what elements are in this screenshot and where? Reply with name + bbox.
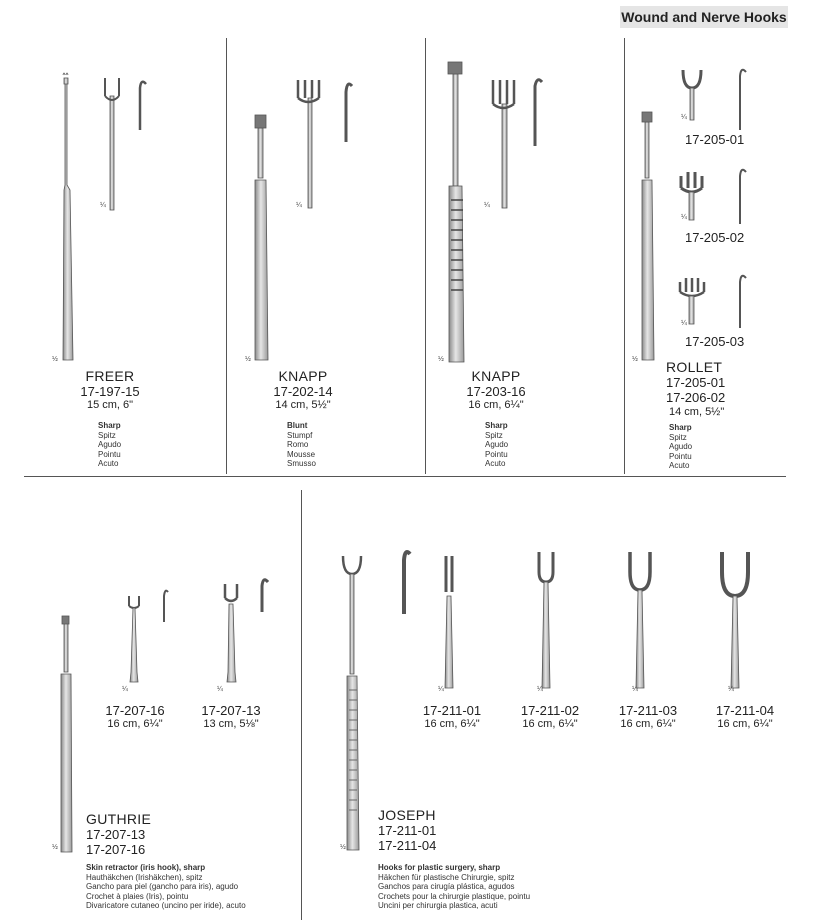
joseph-02-detail — [539, 552, 553, 688]
variant-size: 13 cm, 5⅛" — [203, 718, 259, 730]
desc-line: Häkchen für plastische Chirurgie, spitz — [378, 872, 515, 882]
product-description — [86, 863, 246, 911]
desc-line: Acuto — [669, 461, 690, 470]
variant-guthrie-16 — [105, 703, 164, 730]
page-title: Wound and Nerve Hooks — [620, 6, 788, 28]
product-knapp-202 — [273, 368, 332, 411]
desc-line: Spitz — [669, 432, 687, 442]
rollet-variant-03 — [680, 276, 746, 328]
desc-line: Sharp — [485, 421, 508, 430]
variant-size: 16 cm, 6¼" — [717, 718, 773, 730]
variant-code: 17-205-03 — [685, 334, 745, 349]
variant-code: 17-205-02 — [685, 230, 745, 245]
knapp-202-detail — [298, 80, 352, 208]
guthrie-instrument — [61, 616, 72, 852]
knapp-203-instrument — [448, 62, 464, 362]
scale-mark: ½ — [245, 356, 251, 363]
desc-line: Hooks for plastic surgery, sharp — [378, 863, 501, 872]
scale-mark: ¼ — [438, 686, 444, 693]
product-name: GUTHRIE — [86, 811, 152, 827]
scale-mark: ¼ — [681, 320, 687, 327]
desc-line: Smusso — [287, 459, 316, 468]
desc-line: Romo — [287, 440, 309, 449]
guthrie-16-detail — [129, 591, 168, 682]
desc-line: Skin retractor (iris hook), sharp — [86, 863, 206, 872]
desc-line: Mousse — [287, 449, 316, 459]
product-description — [485, 421, 508, 469]
product-description — [287, 421, 316, 469]
knapp-202-instrument — [255, 115, 268, 360]
desc-line: Hauthäkchen (Irishäkchen), spitz — [86, 872, 203, 882]
desc-line: Sharp — [98, 421, 121, 430]
scale-mark: ¼ — [217, 686, 223, 693]
scale-mark: ¼ — [681, 114, 687, 121]
variant-joseph-01 — [423, 703, 481, 730]
rollet-variant-02 — [681, 170, 746, 224]
joseph-03-detail — [630, 552, 650, 688]
desc-line: Agudo — [98, 440, 122, 449]
desc-line: Crochets pour la chirurgie plastique, pointu — [378, 891, 531, 901]
product-size: 16 cm, 6¼" — [468, 399, 524, 411]
desc-line: Agudo — [669, 442, 693, 451]
scale-mark: ¼ — [296, 202, 302, 209]
joseph-instrument — [343, 556, 361, 850]
scale-mark: ¼ — [484, 202, 490, 209]
scale-mark: ½ — [438, 356, 444, 363]
product-name: JOSEPH — [378, 807, 436, 823]
product-description — [669, 423, 692, 471]
desc-line: Stumpf — [287, 430, 313, 440]
variant-code: 17-207-16 — [105, 703, 165, 718]
product-guthrie — [86, 812, 151, 857]
variant-size: 16 cm, 6¼" — [424, 718, 480, 730]
rollet-variant-01 — [683, 70, 746, 130]
scale-mark: ½ — [52, 356, 58, 363]
product-name: KNAPP — [278, 368, 328, 384]
scale-mark: ¼ — [681, 214, 687, 221]
variant-code: 17-211-01 — [422, 703, 482, 718]
variant-size: 16 cm, 6¼" — [620, 718, 676, 730]
product-rollet — [666, 360, 725, 420]
desc-line: Acuto — [485, 459, 506, 468]
desc-line: Pointu — [485, 449, 508, 459]
desc-line: Pointu — [669, 451, 692, 461]
rollet-instrument — [642, 112, 654, 360]
variant-joseph-02 — [521, 703, 579, 730]
desc-line: Spitz — [485, 430, 503, 440]
desc-line: Blunt — [287, 421, 308, 430]
variant-joseph-03 — [619, 703, 677, 730]
joseph-01-detail — [445, 556, 453, 688]
variant-size: 16 cm, 6¼" — [107, 718, 163, 730]
product-code: 17-206-02 — [666, 390, 726, 405]
scale-mark: ½ — [632, 356, 638, 363]
product-code: 17-207-13 — [86, 827, 146, 842]
product-size: 14 cm, 5½" — [275, 399, 331, 411]
product-description — [98, 421, 121, 469]
variant-joseph-04 — [716, 703, 774, 730]
product-code: 17-203-16 — [466, 384, 526, 399]
scale-mark: ¼ — [728, 686, 734, 693]
scale-mark: ½ — [340, 844, 346, 851]
desc-line: Ganchos para cirugía plástica, agudos — [378, 882, 515, 891]
variant-guthrie-13 — [201, 703, 260, 730]
desc-line: Agudo — [485, 440, 509, 449]
variant-code: 17-211-02 — [520, 703, 580, 718]
product-code: 17-211-04 — [378, 838, 437, 853]
guthrie-13-detail — [225, 580, 268, 682]
freer-detail — [105, 78, 146, 210]
product-joseph — [378, 808, 436, 853]
variant-code: 17-205-01 — [685, 132, 745, 147]
product-size: 15 cm, 6" — [86, 399, 134, 411]
variant-code: 17-207-13 — [201, 703, 261, 718]
desc-line: Acuto — [98, 459, 119, 468]
joseph-hook-profile — [404, 552, 410, 614]
desc-line: Crochet à plaies (Iris), pointu — [86, 891, 189, 901]
variant-code: 17-211-04 — [715, 703, 775, 718]
variant-size: 16 cm, 6¼" — [522, 718, 578, 730]
scale-mark: ¼ — [122, 686, 128, 693]
scale-mark: ½ — [52, 844, 58, 851]
product-description — [378, 863, 530, 911]
scale-mark: ¼ — [537, 686, 543, 693]
desc-line: Divaricatore cutaneo (uncino per iride), acuto — [86, 901, 246, 910]
freer-instrument — [63, 73, 73, 360]
product-size: 14 cm, 5½" — [669, 406, 725, 418]
product-code: 17-202-14 — [273, 384, 333, 399]
product-code: 17-211-01 — [378, 823, 437, 838]
scale-mark: ¼ — [632, 686, 638, 693]
desc-line: Sharp — [669, 423, 692, 432]
desc-line: Spitz — [98, 430, 116, 440]
product-knapp-203 — [466, 368, 525, 411]
desc-line: Pointu — [98, 449, 121, 459]
scale-mark: ¼ — [100, 202, 106, 209]
product-name: ROLLET — [666, 359, 723, 375]
knapp-203-detail — [493, 80, 542, 208]
product-code: 17-197-15 — [80, 384, 140, 399]
product-name: KNAPP — [471, 368, 521, 384]
variant-code: 17-211-03 — [618, 703, 678, 718]
product-code: 17-207-16 — [86, 842, 146, 857]
desc-line: Uncini per chirurgia plastica, acuti — [378, 901, 498, 910]
product-name: FREER — [85, 368, 135, 384]
joseph-04-detail — [722, 552, 748, 688]
desc-line: Gancho para piel (gancho para iris), agudo — [86, 882, 239, 891]
product-freer — [80, 368, 139, 411]
product-code: 17-205-01 — [666, 375, 726, 390]
